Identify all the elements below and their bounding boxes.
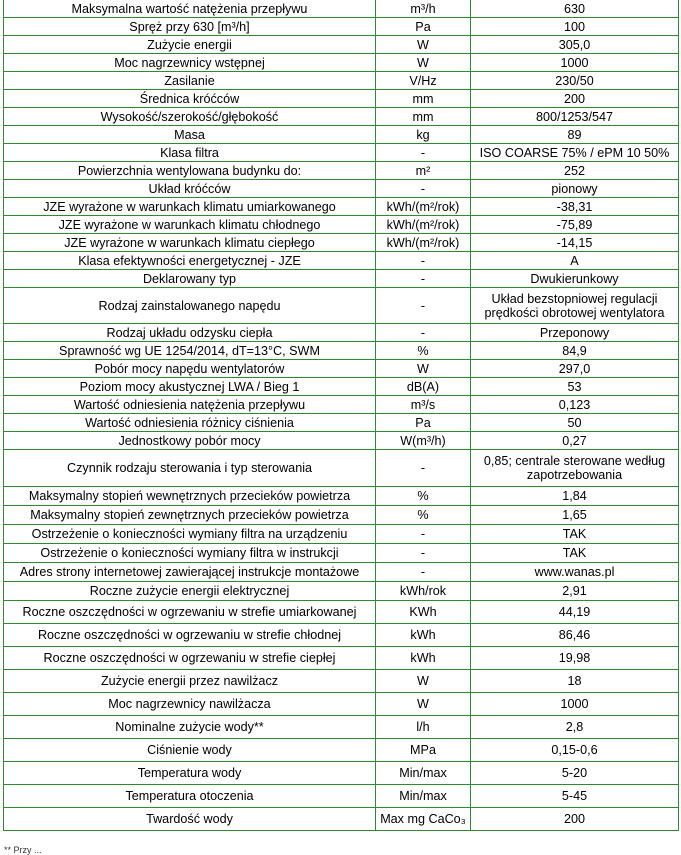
value-cell: 297,0 <box>471 360 679 378</box>
unit-cell: - <box>376 324 471 342</box>
spec-table <box>3 0 679 831</box>
value-cell: 800/1253/547 <box>471 108 679 126</box>
parameter-cell: JZE wyrażone w warunkach klimatu ciepłego <box>4 234 376 252</box>
unit-cell: mm <box>376 90 471 108</box>
parameter-cell: Zużycie energii przez nawilżacz <box>4 670 376 693</box>
value-cell: 89 <box>471 126 679 144</box>
value-cell: 2,8 <box>471 716 679 739</box>
parameter-cell: Zużycie energii <box>4 36 376 54</box>
unit-cell: kWh/(m²/rok) <box>376 198 471 216</box>
parameter-cell: Spręż przy 630 [m³/h] <box>4 18 376 36</box>
table-row <box>4 198 679 216</box>
footnote: ** Przy ... <box>4 845 42 855</box>
unit-cell: - <box>376 270 471 288</box>
unit-cell: kWh/rok <box>376 582 471 601</box>
parameter-cell: Klasa efektywności energetycznej - JZE <box>4 252 376 270</box>
value-cell: 1,65 <box>471 506 679 525</box>
table-row <box>4 72 679 90</box>
value-cell: 1000 <box>471 54 679 72</box>
table-row <box>4 36 679 54</box>
unit-cell: l/h <box>376 716 471 739</box>
value-cell: Układ bezstopniowej regulacji prędkości obrotowej wentylatora <box>471 288 679 324</box>
unit-cell: W <box>376 670 471 693</box>
value-cell: -38,31 <box>471 198 679 216</box>
parameter-cell: Sprawność wg UE 1254/2014, dT=13°C, SWM <box>4 342 376 360</box>
unit-cell: W(m³/h) <box>376 432 471 450</box>
value-cell: TAK <box>471 525 679 544</box>
unit-cell: KWh <box>376 601 471 624</box>
value-cell: 305,0 <box>471 36 679 54</box>
parameter-cell: Roczne oszczędności w ogrzewaniu w strefie umiarkowanej <box>4 601 376 624</box>
parameter-cell: Twardość wody <box>4 808 376 831</box>
table-row <box>4 144 679 162</box>
table-row <box>4 126 679 144</box>
parameter-cell: Zasilanie <box>4 72 376 90</box>
value-cell: -14,15 <box>471 234 679 252</box>
value-cell: 50 <box>471 414 679 432</box>
table-row <box>4 414 679 432</box>
value-cell: 44,19 <box>471 601 679 624</box>
value-cell: 0,27 <box>471 432 679 450</box>
parameter-cell: JZE wyrażone w warunkach klimatu chłodnego <box>4 216 376 234</box>
parameter-cell: Masa <box>4 126 376 144</box>
parameter-cell: Maksymalny stopień wewnętrznych przecieków powietrza <box>4 487 376 506</box>
parameter-cell: Maksymalna wartość natężenia przepływu <box>4 0 376 18</box>
table-row <box>4 162 679 180</box>
unit-cell: W <box>376 693 471 716</box>
unit-cell: W <box>376 36 471 54</box>
parameter-cell: Maksymalny stopień zewnętrznych przecieków powietrza <box>4 506 376 525</box>
unit-cell: mm <box>376 108 471 126</box>
table-row <box>4 563 679 582</box>
table-row <box>4 216 679 234</box>
value-cell: 84,9 <box>471 342 679 360</box>
value-cell: 18 <box>471 670 679 693</box>
table-row <box>4 544 679 563</box>
unit-cell: m² <box>376 162 471 180</box>
parameter-cell: Ciśnienie wody <box>4 739 376 762</box>
parameter-cell: Ostrzeżenie o konieczności wymiany filtra w instrukcji <box>4 544 376 563</box>
parameter-cell: Wartość odniesienia natężenia przepływu <box>4 396 376 414</box>
unit-cell: % <box>376 506 471 525</box>
table-row <box>4 785 679 808</box>
value-cell: Przeponowy <box>471 324 679 342</box>
table-row <box>4 90 679 108</box>
value-cell: 0,15-0,6 <box>471 739 679 762</box>
unit-cell: - <box>376 544 471 563</box>
parameter-cell: Powierzchnia wentylowana budynku do: <box>4 162 376 180</box>
table-row <box>4 670 679 693</box>
table-row <box>4 270 679 288</box>
table-row <box>4 582 679 601</box>
parameter-cell: Roczne oszczędności w ogrzewaniu w strefie chłodnej <box>4 624 376 647</box>
table-row <box>4 647 679 670</box>
value-cell: 53 <box>471 378 679 396</box>
unit-cell: kWh/(m²/rok) <box>376 216 471 234</box>
value-cell: 252 <box>471 162 679 180</box>
parameter-cell: Poziom mocy akustycznej LWA / Bieg 1 <box>4 378 376 396</box>
value-cell: 200 <box>471 808 679 831</box>
value-cell: pionowy <box>471 180 679 198</box>
table-row <box>4 432 679 450</box>
unit-cell: W <box>376 54 471 72</box>
value-cell: 86,46 <box>471 624 679 647</box>
unit-cell: Pa <box>376 18 471 36</box>
parameter-cell: Wysokość/szerokość/głębokość <box>4 108 376 126</box>
unit-cell: % <box>376 487 471 506</box>
unit-cell: W <box>376 360 471 378</box>
table-row <box>4 808 679 831</box>
parameter-cell: Ostrzeżenie o konieczności wymiany filtra na urządzeniu <box>4 525 376 544</box>
unit-cell: - <box>376 450 471 487</box>
parameter-cell: Rodzaj zainstalowanego napędu <box>4 288 376 324</box>
parameter-cell: Pobór mocy napędu wentylatorów <box>4 360 376 378</box>
value-cell: 19,98 <box>471 647 679 670</box>
value-cell: ISO COARSE 75% / ePM 10 50% <box>471 144 679 162</box>
unit-cell: Min/max <box>376 785 471 808</box>
parameter-cell: Rodzaj układu odzysku ciepła <box>4 324 376 342</box>
parameter-cell: Średnica króćców <box>4 90 376 108</box>
value-cell: -75,89 <box>471 216 679 234</box>
value-cell: 0,85; centrale sterowane według zapotrzebowania <box>471 450 679 487</box>
table-row <box>4 378 679 396</box>
unit-cell: Min/max <box>376 762 471 785</box>
value-cell: 5-20 <box>471 762 679 785</box>
unit-cell: - <box>376 252 471 270</box>
value-cell: 100 <box>471 18 679 36</box>
value-cell: A <box>471 252 679 270</box>
parameter-cell: Wartość odniesienia różnicy ciśnienia <box>4 414 376 432</box>
unit-cell: V/Hz <box>376 72 471 90</box>
table-row <box>4 396 679 414</box>
value-cell: 1000 <box>471 693 679 716</box>
unit-cell: - <box>376 180 471 198</box>
table-row <box>4 324 679 342</box>
table-row <box>4 506 679 525</box>
parameter-cell: Roczne zużycie energii elektrycznej <box>4 582 376 601</box>
unit-cell: kWh/(m²/rok) <box>376 234 471 252</box>
parameter-cell: Temperatura wody <box>4 762 376 785</box>
parameter-cell: Moc nagrzewnicy wstępnej <box>4 54 376 72</box>
table-row <box>4 624 679 647</box>
table-row <box>4 693 679 716</box>
table-row <box>4 601 679 624</box>
table-row <box>4 180 679 198</box>
parameter-cell: Czynnik rodzaju sterowania i typ sterowania <box>4 450 376 487</box>
unit-cell: - <box>376 288 471 324</box>
value-cell: 1,84 <box>471 487 679 506</box>
value-cell: Dwukierunkowy <box>471 270 679 288</box>
table-row <box>4 18 679 36</box>
unit-cell: kg <box>376 126 471 144</box>
unit-cell: m³/s <box>376 396 471 414</box>
unit-cell: dB(A) <box>376 378 471 396</box>
table-row <box>4 0 679 18</box>
unit-cell: - <box>376 144 471 162</box>
parameter-cell: JZE wyrażone w warunkach klimatu umiarkowanego <box>4 198 376 216</box>
value-cell: 230/50 <box>471 72 679 90</box>
table-row <box>4 288 679 324</box>
table-row <box>4 739 679 762</box>
value-cell: 0,123 <box>471 396 679 414</box>
parameter-cell: Moc nagrzewnicy nawilżacza <box>4 693 376 716</box>
parameter-cell: Układ króćców <box>4 180 376 198</box>
parameter-cell: Nominalne zużycie wody** <box>4 716 376 739</box>
table-row <box>4 54 679 72</box>
unit-cell: MPa <box>376 739 471 762</box>
unit-cell: Pa <box>376 414 471 432</box>
unit-cell: m³/h <box>376 0 471 18</box>
parameter-cell: Deklarowany typ <box>4 270 376 288</box>
parameter-cell: Temperatura otoczenia <box>4 785 376 808</box>
table-row <box>4 360 679 378</box>
value-cell: 630 <box>471 0 679 18</box>
unit-cell: kWh <box>376 647 471 670</box>
unit-cell: kWh <box>376 624 471 647</box>
table-row <box>4 234 679 252</box>
parameter-cell: Adres strony internetowej zawierającej instrukcje montażowe <box>4 563 376 582</box>
table-row <box>4 342 679 360</box>
value-cell: TAK <box>471 544 679 563</box>
table-row <box>4 252 679 270</box>
table-row <box>4 525 679 544</box>
unit-cell: Max mg CaCo₃ <box>376 808 471 831</box>
value-cell: 2,91 <box>471 582 679 601</box>
unit-cell: - <box>376 563 471 582</box>
value-cell: 5-45 <box>471 785 679 808</box>
spec-table-body <box>4 0 679 831</box>
parameter-cell: Klasa filtra <box>4 144 376 162</box>
value-cell: www.wanas.pl <box>471 563 679 582</box>
value-cell: 200 <box>471 90 679 108</box>
table-row <box>4 487 679 506</box>
parameter-cell: Roczne oszczędności w ogrzewaniu w strefie ciepłej <box>4 647 376 670</box>
table-row <box>4 108 679 126</box>
unit-cell: - <box>376 525 471 544</box>
table-row <box>4 762 679 785</box>
table-row <box>4 716 679 739</box>
table-row <box>4 450 679 487</box>
unit-cell: % <box>376 342 471 360</box>
parameter-cell: Jednostkowy pobór mocy <box>4 432 376 450</box>
